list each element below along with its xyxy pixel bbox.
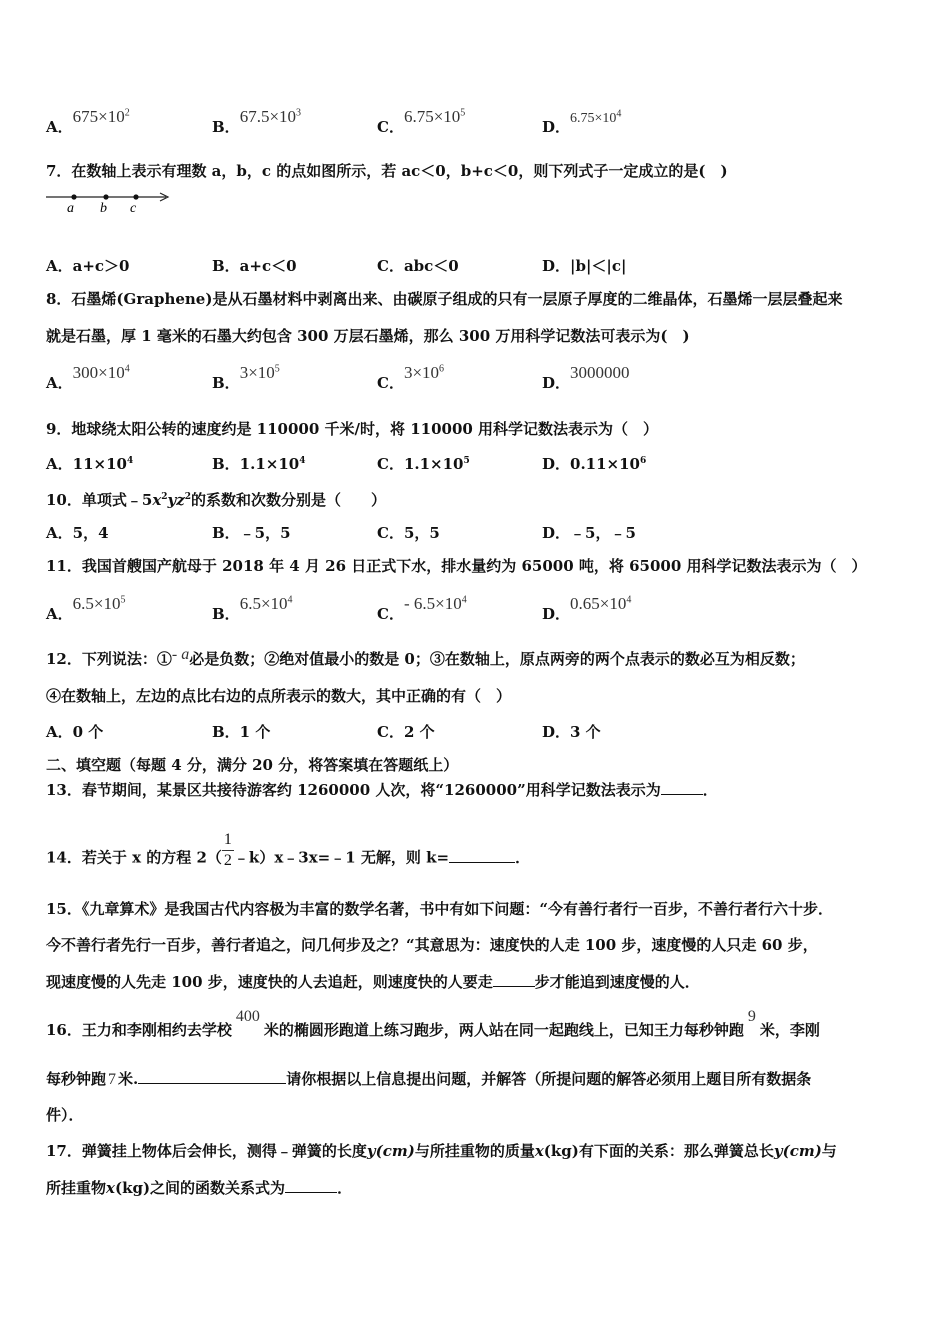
q10-option-c[interactable]: C．5，5: [377, 524, 440, 542]
option-label: B．: [212, 118, 240, 136]
option-math: $6.5\times 10^5$: [72, 594, 126, 613]
option-label: A．: [46, 374, 73, 392]
option-label: C．: [377, 118, 404, 136]
q16-stem-line3: 件）．: [46, 1106, 84, 1124]
q11-stem: 11．我国首艘国产航母于 2018 年 4 月 26 日正式下水，排水量约为 65000 吨，将 65000 用科学记数法表示为（ ）: [46, 557, 867, 575]
q12-option-b[interactable]: B．1 个: [212, 723, 271, 741]
q8-option-d[interactable]: [542, 362, 630, 392]
q13-stem: 13．春节期间，某景区共接待游客约 1260000 人次，将“1260000”用科学记数法表示为 ．: [46, 781, 718, 799]
option-label: C．: [377, 374, 404, 392]
q10-option-a[interactable]: A．5，4: [46, 524, 109, 542]
q10-stem: 10．单项式$﹣5x^2yz^2$的系数和次数分别是（ ）: [46, 491, 387, 509]
answer-blank[interactable]: [285, 1178, 337, 1193]
option-math: $6.5\times 10^4$: [239, 594, 293, 613]
q7-option-b[interactable]: B．a+c＜0: [212, 257, 297, 275]
q6-option-c[interactable]: [377, 106, 466, 136]
option-math: $3\times 10^6$: [403, 363, 445, 382]
fraction-one-half: $\frac{1}{2}$: [223, 831, 232, 869]
option-math: 3000000: [570, 363, 630, 382]
speed-9: 9: [747, 1008, 756, 1025]
q7-option-d[interactable]: D．|b|＜|c|: [542, 257, 627, 275]
q12-stem-line1: 12．下列说法：①- a必是负数；②绝对值最小的数是 0；③在数轴上，原点两旁的两个点表示的数必互为相反数；: [46, 646, 805, 668]
option-math: $300\times 10^4$: [72, 363, 130, 382]
q8-option-b[interactable]: [212, 362, 280, 392]
q12-option-c[interactable]: C．2 个: [377, 723, 435, 741]
point-b: [103, 194, 108, 199]
neg-a-math: - a: [171, 646, 190, 663]
q16-stem-line2: 每秒钟跑 7 米. 请你根据以上信息提出问题，并解答（所提问题的解答必须用上题目所有数据条: [46, 1070, 812, 1088]
number-line-figure: [44, 188, 174, 216]
q7-stem: 7．在数轴上表示有理数 a，b，c 的点如图所示，若 ac＜0，b+c＜0，则下列式子一定成立的是( ): [46, 162, 728, 180]
answer-blank[interactable]: [661, 780, 703, 795]
q9-option-b[interactable]: B．$1.1\times 10^4$: [212, 455, 306, 473]
answer-blank[interactable]: [493, 972, 535, 987]
point-a-label: a: [67, 201, 74, 216]
option-label: A．: [46, 605, 73, 623]
q11-option-c[interactable]: [377, 593, 467, 623]
option-label: C．: [377, 605, 404, 623]
q11-option-d[interactable]: [542, 593, 632, 623]
q15-stem-line3: 现速度慢的人先走 100 步，速度快的人去追赶，则速度快的人要走 步才能追到速度慢的人．: [46, 973, 700, 991]
q7-option-c[interactable]: C．abc＜0: [377, 257, 459, 275]
option-label: B．: [212, 605, 240, 623]
point-c-label: c: [130, 201, 137, 216]
option-math: $0.65\times 10^4$: [570, 594, 632, 613]
q12-option-a[interactable]: A．0 个: [46, 723, 104, 741]
q17-stem-line2: 所挂重物x(kg)之间的函数关系式为 ．: [46, 1179, 353, 1197]
option-math: $3\times 10^5$: [239, 363, 280, 382]
speed-7: 7: [108, 1071, 117, 1088]
q12-stem-line2: ④在数轴上，左边的点比右边的点所表示的数大，其中正确的有（ ）: [46, 687, 512, 705]
option-label: D．: [542, 374, 571, 392]
answer-blank[interactable]: [138, 1069, 286, 1084]
q9-option-d[interactable]: D．$0.11\times 10^6$: [542, 455, 647, 473]
option-math: $67.5\times 10^3$: [239, 107, 302, 126]
option-math: - $6.5\times 10^4$: [403, 594, 467, 613]
point-a: [71, 194, 76, 199]
q11-option-a[interactable]: [46, 593, 126, 623]
section-heading-fill-in: 二、填空题（每题 4 分，满分 20 分，将答案填在答题纸上）: [46, 756, 459, 774]
point-b-label: b: [100, 201, 107, 216]
q6-option-d[interactable]: [542, 106, 622, 136]
q15-stem-line1: 15．《九章算术》是我国古代内容极为丰富的数学名著，书中有如下问题：“今有善行者行一百步，不善行者行六十步．: [46, 900, 834, 918]
option-label: B．: [212, 374, 240, 392]
q8-stem-line1: 8．石墨烯(Graphene)是从石墨材料中剥离出来、由碳原子组成的只有一层原子厚度的二维晶体，石墨烯一层层叠起来: [46, 290, 843, 308]
option-label: A．: [46, 118, 73, 136]
q8-option-a[interactable]: [46, 362, 130, 392]
q7-option-a[interactable]: A．a+c＞0: [46, 257, 130, 275]
q8-stem-line2: 就是石墨，厚 1 毫米的石墨大约包含 300 万层石墨烯，那么 300 万用科学记数法可表示为( ): [46, 327, 690, 345]
q16-stem-line1: 16．王力和李刚相约去学校400米的椭圆形跑道上练习跑步，两人站在同一起跑线上，已知王力每秒钟跑9米，李刚: [46, 1008, 820, 1039]
option-math: $6.75\times 10^4$: [570, 108, 622, 126]
distance-400: 400: [235, 1008, 260, 1025]
q12-option-d[interactable]: D．3 个: [542, 723, 601, 741]
q14-stem: 14．若关于 x 的方程 2（ $\frac{1}{2}$ ﹣k）x﹣3x=﹣1 无解，则 k= ．: [46, 831, 531, 869]
q17-stem-line1: 17．弹簧挂上物体后会伸长，测得﹣弹簧的长度y(cm)与所挂重物的质量x(kg)有下面的关系：那么弹簧总长y(cm)与: [46, 1142, 837, 1160]
option-math: $675\times 10^2$: [72, 107, 130, 126]
q9-stem: 9．地球绕太阳公转的速度约是 110000 千米/时，将 110000 用科学记数法表示为（ ）: [46, 420, 659, 438]
q6-option-a[interactable]: [46, 106, 130, 136]
option-math: $6.75\times 10^5$: [403, 107, 466, 126]
q11-option-b[interactable]: [212, 593, 293, 623]
q9-option-c[interactable]: C．$1.1\times 10^5$: [377, 455, 470, 473]
q6-option-b[interactable]: [212, 106, 302, 136]
q10-option-b[interactable]: B．﹣5，5: [212, 524, 291, 542]
point-c: [133, 194, 138, 199]
q10-option-d[interactable]: D．﹣5，﹣5: [542, 524, 636, 542]
q9-option-a[interactable]: A．$11\times 10^4$: [46, 455, 134, 473]
option-label: D．: [542, 605, 571, 623]
option-label: D．: [542, 118, 571, 136]
q8-option-c[interactable]: [377, 362, 445, 392]
q15-stem-line2: 今不善行者先行一百步，善行者追之，问几何步及之？“其意思为：速度快的人走 100 步，速度慢的人只走 60 步，: [46, 936, 818, 954]
answer-blank[interactable]: [449, 848, 515, 863]
